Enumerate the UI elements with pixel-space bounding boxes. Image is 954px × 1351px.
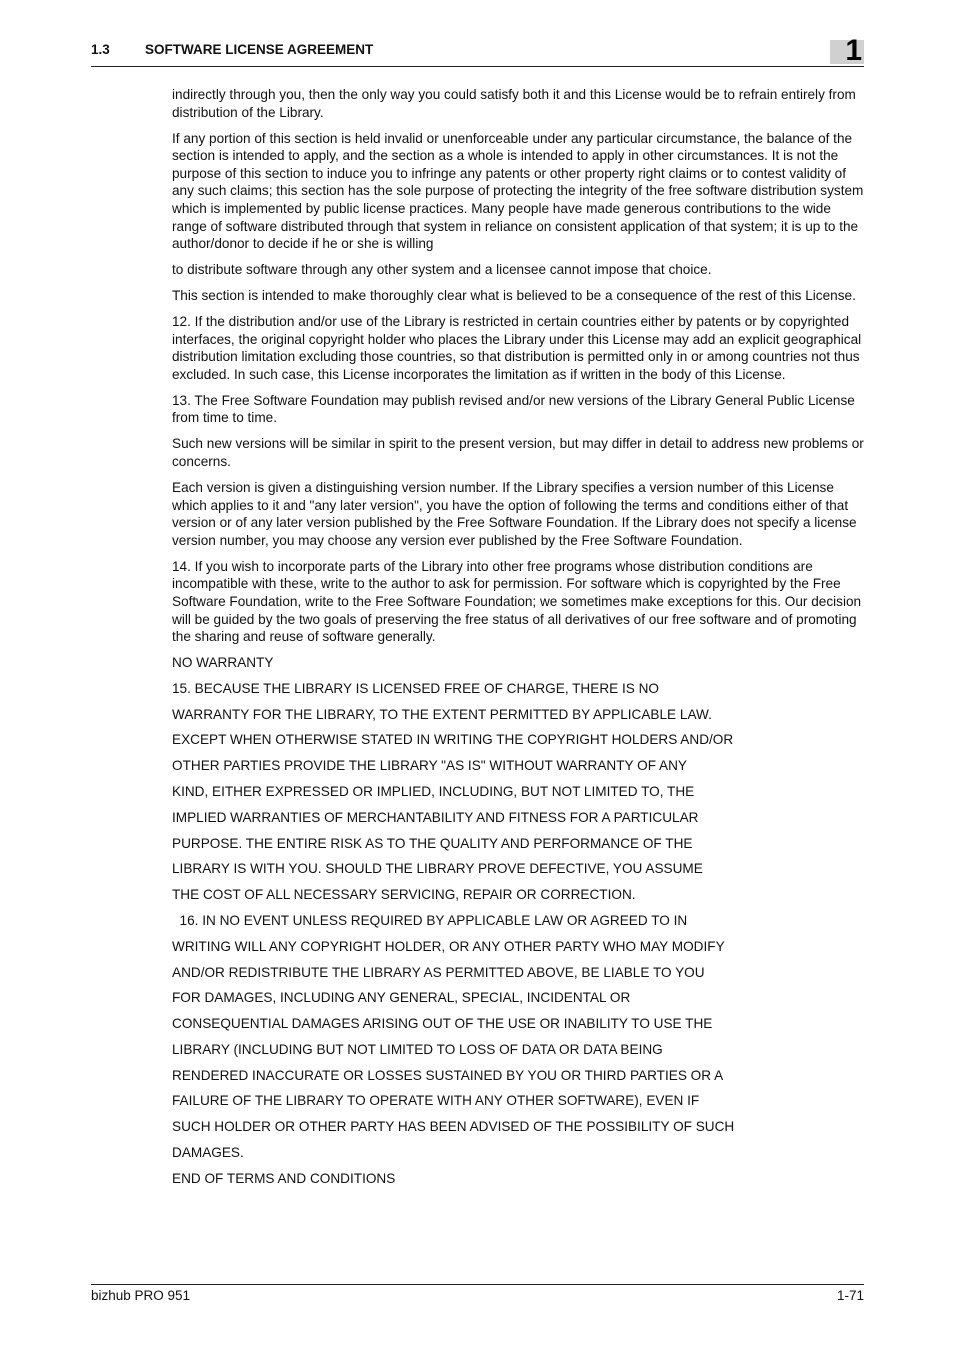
paragraph: This section is intended to make thoroughly clear what is believed to be a consequence of the rest of this License. (172, 288, 856, 304)
warranty-section (172, 654, 864, 1187)
caps-line: FOR DAMAGES, INCLUDING ANY GENERAL, SPECIAL, INCIDENTAL OR (172, 990, 631, 1006)
page-footer (91, 1284, 864, 1309)
caps-line: CONSEQUENTIAL DAMAGES ARISING OUT OF THE USE OR INABILITY TO USE THE (172, 1016, 713, 1032)
paragraph: If any portion of this section is held invalid or unenforceable under any particular circumstance, the balance of the section is intended to apply, and the section as a whole is intended to apply in other circumstances. It is not the purpose of this section to induce you to infringe any patents or other property right claims or to contest validity of any such claims; this section has the sole purpose of protecting the integrity of the free software distribution system which is implemented by public license practices. Many people have made generous contributions to the wide range of software distributed through that system in reliance on consistent application of that system; it is up to the author/donor to decide if he or she is willing (172, 130, 864, 252)
caps-line: PURPOSE. THE ENTIRE RISK AS TO THE QUALITY AND PERFORMANCE OF THE (172, 835, 693, 851)
page-header (91, 34, 864, 67)
caps-line: AND/OR REDISTRIBUTE THE LIBRARY AS PERMITTED ABOVE, BE LIABLE TO YOU (172, 964, 705, 980)
paragraph: indirectly through you, then the only way you could satisfy both it and this License would be to refrain entirely from distribution of the Library. (172, 87, 856, 120)
section-title: SOFTWARE LICENSE AGREEMENT (145, 42, 374, 57)
paragraph: to distribute software through any other system and a licensee cannot impose that choice. (172, 262, 712, 278)
caps-line: DAMAGES. (172, 1144, 244, 1160)
caps-line: RENDERED INACCURATE OR LOSSES SUSTAINED BY YOU OR THIRD PARTIES OR A (172, 1067, 724, 1083)
end-of-terms: END OF TERMS AND CONDITIONS (172, 1170, 396, 1186)
paragraph: Each version is given a distinguishing version number. If the Library specifies a version number of this License which applies to it and "any later version", you have the option of following the terms and conditions either of that version or of any later version published by the Free Software Foundation. If the Library does not specify a license version number, you may choose any version ever published by the Free Software Foundation. (172, 480, 857, 548)
caps-line: KIND, EITHER EXPRESSED OR IMPLIED, INCLUDING, BUT NOT LIMITED TO, THE (172, 784, 695, 800)
license-body (172, 86, 864, 1196)
caps-line: EXCEPT WHEN OTHERWISE STATED IN WRITING THE COPYRIGHT HOLDERS AND/OR (172, 732, 734, 748)
product-name: bizhub PRO 951 (91, 1288, 191, 1303)
warranty-heading: NO WARRANTY (172, 655, 274, 671)
paragraph: 13. The Free Software Foundation may publish revised and/or new versions of the Library General Public License from time to time. (172, 392, 855, 426)
paragraph: 12. If the distribution and/or use of the Library is restricted in certain countries either by patents or by copyrighted interfaces, the original copyright holder who places the Library under this License may add an explicit geographical distribution limitation excluding those countries, so that distribution is permitted only in or among countries not thus excluded. In such case, this License incorporates the limitation as if written in the body of this License. (172, 314, 862, 382)
paragraph: Such new versions will be similar in spirit to the present version, but may differ in detail to address new problems or concerns. (172, 436, 864, 470)
caps-line: FAILURE OF THE LIBRARY TO OPERATE WITH ANY OTHER SOFTWARE), EVEN IF (172, 1093, 700, 1109)
caps-line: SUCH HOLDER OR OTHER PARTY HAS BEEN ADVISED OF THE POSSIBILITY OF SUCH (172, 1119, 735, 1135)
chapter-number: 1 (845, 34, 862, 67)
caps-line: 16. IN NO EVENT UNLESS REQUIRED BY APPLICABLE LAW OR AGREED TO IN (172, 912, 688, 928)
caps-line: OTHER PARTIES PROVIDE THE LIBRARY "AS IS" WITHOUT WARRANTY OF ANY (172, 758, 687, 774)
caps-line: LIBRARY IS WITH YOU. SHOULD THE LIBRARY PROVE DEFECTIVE, YOU ASSUME (172, 861, 703, 877)
caps-line: THE COST OF ALL NECESSARY SERVICING, REPAIR OR CORRECTION. (172, 887, 636, 903)
page-number: 1-71 (836, 1288, 864, 1303)
caps-line: 15. BECAUSE THE LIBRARY IS LICENSED FREE OF CHARGE, THERE IS NO (172, 680, 659, 696)
caps-line: IMPLIED WARRANTIES OF MERCHANTABILITY AND FITNESS FOR A PARTICULAR (172, 809, 699, 825)
caps-line: WRITING WILL ANY COPYRIGHT HOLDER, OR ANY OTHER PARTY WHO MAY MODIFY (172, 938, 725, 954)
paragraph: 14. If you wish to incorporate parts of the Library into other free programs whose distribution conditions are incompatible with these, write to the author to ask for permission. For software which is copyrighted by the Free Software Foundation, write to the Free Software Foundation; we sometimes make exceptions for this. Our decision will be guided by the two goals of preserving the free status of all derivatives of our free software and of promoting the sharing and reuse of software generally. (172, 558, 862, 645)
chapter-tab (830, 34, 864, 67)
section-number: 1.3 (91, 42, 110, 57)
caps-line: WARRANTY FOR THE LIBRARY, TO THE EXTENT PERMITTED BY APPLICABLE LAW. (172, 706, 712, 722)
caps-line: LIBRARY (INCLUDING BUT NOT LIMITED TO LOSS OF DATA OR DATA BEING (172, 1041, 663, 1057)
